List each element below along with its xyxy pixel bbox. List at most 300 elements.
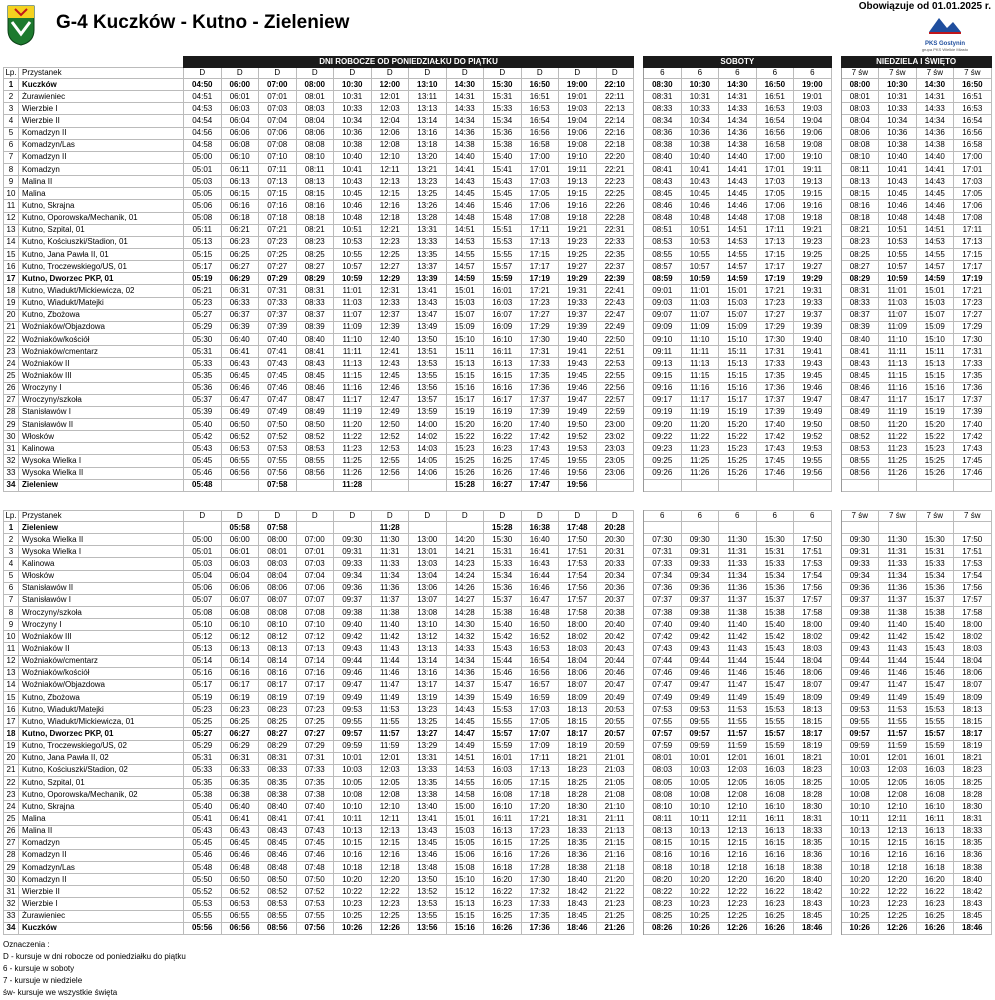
departure-time: 10:30 [879,79,917,91]
departure-time: 06:49 [221,406,259,418]
departure-time: 16:19 [484,406,522,418]
departure-time: 11:37 [879,594,917,606]
departure-time: 12:03 [719,764,757,776]
departure-time: 16:23 [484,443,522,455]
departure-time: 05:00 [184,151,222,163]
departure-time: 15:34 [484,570,522,582]
departure-time: 11:30 [371,534,409,546]
departure-time: 17:50 [794,534,832,546]
departure-time: 22:18 [596,139,634,151]
departure-time: 08:08 [296,139,334,151]
departure-time: 06:13 [221,643,259,655]
departure-time: 18:21 [954,752,992,764]
stop-name: Kalinowa [19,558,184,570]
departure-time: 21:13 [596,825,634,837]
departure-time: 09:09 [644,321,682,333]
departure-time: 12:18 [371,861,409,873]
departure-time: 16:03 [916,764,954,776]
departure-time: 14:51 [446,224,484,236]
departure-time: 17:25 [521,837,559,849]
departure-time: 21:20 [596,874,634,886]
departure-time: 08:15 [841,188,879,200]
table-row [4,716,992,728]
stop-number: 12 [4,655,19,667]
departure-time: 19:29 [794,273,832,285]
departure-time: 11:07 [681,309,719,321]
gap-cell [831,789,841,801]
departure-time: 14:57 [446,261,484,273]
departure-time: 19:50 [559,418,597,430]
departure-time: 16:10 [756,801,794,813]
stop-name: Kutno, Troczewskiego/US, 02 [19,740,184,752]
departure-time: 05:52 [184,886,222,898]
gap-cell [831,188,841,200]
departure-time: 16:20 [484,418,522,430]
departure-time: 22:39 [596,273,634,285]
departure-time: 15:00 [446,801,484,813]
gap-cell [831,91,841,103]
departure-time: 17:06 [521,200,559,212]
departure-time [794,522,832,534]
gap-cell [634,176,644,188]
logo-text: PKS Gostynin [924,41,965,47]
departure-time: 18:35 [559,837,597,849]
departure-time: 08:01 [259,546,297,558]
departure-time: 19:39 [794,321,832,333]
stop-number: 27 [4,837,19,849]
departure-time: 11:11 [334,346,372,358]
departure-time [446,522,484,534]
departure-time: 16:13 [756,825,794,837]
departure-time: 14:28 [446,606,484,618]
departure-time: 09:49 [841,691,879,703]
departure-time [916,479,954,491]
departure-time: 14:55 [446,776,484,788]
departure-time: 13:19 [409,691,447,703]
gap-cell [634,103,644,115]
departure-time: 19:37 [794,309,832,321]
stop-number: 9 [4,176,19,188]
departure-time: 17:29 [756,321,794,333]
table-row [4,910,992,922]
departure-time: 16:58 [756,139,794,151]
departure-time: 07:03 [259,103,297,115]
departure-time: 16:52 [521,631,559,643]
departure-time: 12:50 [371,418,409,430]
stop-name: Kutno, Skrajna [19,200,184,212]
departure-time: 04:58 [184,139,222,151]
departure-time: 10:26 [334,922,372,934]
departure-time: 20:37 [596,594,634,606]
departure-time: 05:35 [184,776,222,788]
departure-time: 14:20 [446,534,484,546]
departure-time: 20:55 [596,716,634,728]
departure-time: 08:10 [644,801,682,813]
departure-time: 17:15 [521,248,559,260]
departure-time: 11:53 [719,704,757,716]
departure-time: 18:02 [559,631,597,643]
departure-time [681,522,719,534]
departure-time: 07:03 [296,558,334,570]
departure-time: 08:50 [296,418,334,430]
departure-time: 11:55 [371,716,409,728]
departure-time: 15:16 [446,922,484,934]
departure-time: 17:58 [954,606,992,618]
departure-time: 23:03 [596,443,634,455]
departure-time: 08:00 [841,79,879,91]
departure-time: 05:33 [184,764,222,776]
departure-time: 13:25 [409,716,447,728]
departure-time: 05:01 [184,546,222,558]
stop-number: 24 [4,358,19,370]
departure-time: 10:03 [841,764,879,776]
departure-time: 11:13 [334,358,372,370]
departure-time: 18:46 [559,922,597,934]
departure-time: 16:25 [916,910,954,922]
departure-time: 11:20 [879,418,917,430]
departure-time: 11:40 [719,619,757,631]
stop-name: Komadzyn II [19,874,184,886]
departure-time: 12:55 [371,455,409,467]
departure-time: 07:43 [644,643,682,655]
departure-time: 12:22 [371,886,409,898]
departure-time: 05:19 [184,273,222,285]
departure-time: 06:03 [221,103,259,115]
stop-name: Wierzbie I [19,898,184,910]
table-row [4,594,992,606]
departure-time: 09:49 [334,691,372,703]
departure-time: 08:29 [259,740,297,752]
departure-time: 11:43 [371,643,409,655]
departure-time [596,479,634,491]
departure-time: 09:16 [644,382,682,394]
departure-time: 18:04 [794,655,832,667]
departure-time: 11:19 [879,406,917,418]
stop-number: 25 [4,813,19,825]
departure-time: 15:57 [484,261,522,273]
departure-time: 09:34 [841,570,879,582]
departure-time: 22:49 [596,321,634,333]
departure-time: 09:33 [681,558,719,570]
departure-time: 17:43 [521,443,559,455]
departure-time: 10:01 [681,752,719,764]
departure-time: 08:40 [841,333,879,345]
departure-time: 17:35 [954,370,992,382]
departure-time: 07:16 [259,200,297,212]
day-code: D [409,511,447,522]
departure-time: 06:29 [221,273,259,285]
departure-time: 05:29 [184,740,222,752]
gap-cell [831,467,841,479]
page-title: G-4 Kuczków - Kutno - Zieleniew [56,12,350,33]
departure-time: 14:59 [719,273,757,285]
departure-time: 17:36 [954,382,992,394]
departure-time: 13:08 [409,606,447,618]
departure-time: 10:34 [681,115,719,127]
departure-time: 18:33 [794,825,832,837]
departure-time: 07:55 [296,910,334,922]
departure-time: 14:33 [446,103,484,115]
stop-name: Kuczków [19,79,184,91]
day-code: 7 św [879,68,917,79]
departure-time: 08:52 [841,431,879,443]
departure-time: 10:38 [681,139,719,151]
departure-time: 08:49 [841,406,879,418]
departure-time: 12:05 [879,776,917,788]
departure-time: 07:10 [259,151,297,163]
departure-time: 10:15 [681,837,719,849]
departure-time: 17:37 [954,394,992,406]
departure-time: 11:10 [334,333,372,345]
departure-time: 16:40 [521,534,559,546]
stop-number: 20 [4,309,19,321]
gap-cell [634,358,644,370]
departure-time: 16:07 [484,309,522,321]
departure-time: 18:28 [559,789,597,801]
departure-time: 10:51 [879,224,917,236]
gap-cell [831,406,841,418]
departure-time: 10:15 [334,837,372,849]
departure-time: 15:09 [446,321,484,333]
departure-time: 14:53 [446,764,484,776]
bus-logo-icon [925,14,965,36]
departure-time: 15:17 [916,394,954,406]
departure-time: 19:27 [794,261,832,273]
table-row [4,443,992,455]
departure-time: 12:52 [371,431,409,443]
stop-number: 3 [4,103,19,115]
stop-name: Komadzyn II [19,849,184,861]
departure-time: 17:19 [954,273,992,285]
departure-time: 07:33 [644,558,682,570]
departure-time: 13:55 [409,910,447,922]
page-header [0,0,995,52]
departure-time: 12:23 [879,898,917,910]
departure-time: 07:25 [259,248,297,260]
departure-time: 05:04 [184,570,222,582]
departure-time: 10:53 [879,236,917,248]
departure-time: 11:49 [879,691,917,703]
departure-time: 11:03 [681,297,719,309]
day-code: D [259,68,297,79]
departure-time: 08:31 [296,285,334,297]
stop-number: 22 [4,333,19,345]
departure-time: 17:53 [559,558,597,570]
gap-cell [831,394,841,406]
departure-time: 11:33 [371,558,409,570]
stop-number: 12 [4,212,19,224]
gap-cell [634,849,644,861]
departure-time: 14:43 [446,176,484,188]
departure-time: 15:23 [916,443,954,455]
table-row [4,370,992,382]
departure-time: 08:11 [644,813,682,825]
departure-time: 11:44 [719,655,757,667]
departure-time: 17:47 [521,479,559,491]
table-row [4,776,992,788]
stop-number: 7 [4,594,19,606]
departure-time: 12:29 [371,273,409,285]
departure-time: 09:37 [334,594,372,606]
departure-time: 17:06 [756,200,794,212]
departure-time: 05:11 [184,224,222,236]
departure-time: 14:55 [446,248,484,260]
day-code: 7 św [841,68,879,79]
departure-time: 19:08 [794,139,832,151]
departure-time: 05:14 [184,655,222,667]
gap-cell [831,236,841,248]
departure-time: 15:40 [756,619,794,631]
lp-header: Lp. [5,68,17,77]
departure-time: 08:13 [296,176,334,188]
departure-time: 06:16 [221,200,259,212]
table-row [4,522,992,534]
departure-time: 12:40 [371,333,409,345]
departure-time: 12:11 [879,813,917,825]
departure-time: 08:33 [259,764,297,776]
departure-time: 08:17 [259,679,297,691]
departure-time: 06:40 [221,333,259,345]
departure-time: 19:45 [794,370,832,382]
departure-time: 08:16 [296,200,334,212]
departure-time: 16:26 [916,922,954,934]
stop-name: Kutno, Wiadukt/Matejki [19,704,184,716]
departure-time: 09:53 [681,704,719,716]
departure-time: 14:03 [409,443,447,455]
stop-name: Wroczyny I [19,382,184,394]
gap-cell [634,837,644,849]
departure-time: 15:03 [719,297,757,309]
departure-time: 11:44 [371,655,409,667]
departure-time: 19:56 [559,479,597,491]
departure-time: 17:53 [954,558,992,570]
departure-time: 06:21 [221,224,259,236]
departure-time: 13:16 [409,667,447,679]
departure-time: 15:01 [446,813,484,825]
departure-time: 16:13 [484,825,522,837]
departure-time: 18:38 [954,861,992,873]
departure-time: 15:46 [484,667,522,679]
departure-time: 13:06 [409,582,447,594]
departure-time: 08:27 [841,261,879,273]
departure-time: 16:58 [954,139,992,151]
gap-cell [831,115,841,127]
departure-time: 11:59 [371,740,409,752]
departure-time: 19:01 [559,91,597,103]
departure-time: 07:37 [259,309,297,321]
day-code: D [484,68,522,79]
departure-time: 17:28 [521,861,559,873]
stop-number: 18 [4,285,19,297]
stop-name: Kutno, Kościuszki/Stadion, 01 [19,236,184,248]
table-row [4,127,992,139]
gap-cell [634,813,644,825]
gap-cell [831,874,841,886]
stop-name: Malina [19,188,184,200]
departure-time: 15:36 [756,582,794,594]
stop-name: Kutno, Jana Pawła II, 02 [19,752,184,764]
departure-time: 13:43 [409,297,447,309]
departure-time: 07:23 [259,236,297,248]
gap-cell [634,922,644,934]
departure-time: 15:34 [916,570,954,582]
departure-time: 11:34 [371,570,409,582]
departure-time: 16:26 [756,922,794,934]
departure-time: 18:23 [794,764,832,776]
departure-time: 11:28 [371,522,409,534]
departure-time: 08:47 [296,394,334,406]
departure-time: 08:03 [259,558,297,570]
stop-name: Woźniaków/cmentarz [19,655,184,667]
departure-time: 13:20 [409,151,447,163]
departure-time: 15:43 [484,643,522,655]
departure-time: 15:11 [916,346,954,358]
departure-time: 17:33 [756,358,794,370]
departure-time: 15:33 [756,558,794,570]
departure-time: 21:03 [596,764,634,776]
departure-time: 20:30 [596,534,634,546]
departure-time: 18:03 [794,643,832,655]
departure-time: 14:57 [916,261,954,273]
departure-time: 15:30 [756,534,794,546]
departure-time: 13:07 [409,594,447,606]
departure-time: 09:49 [681,691,719,703]
departure-time: 07:58 [259,522,297,534]
departure-time: 15:13 [446,898,484,910]
departure-time: 09:22 [644,431,682,443]
gap-cell [634,886,644,898]
stop-name: Wroczyny/szkoła [19,394,184,406]
departure-time: 17:08 [756,212,794,224]
gap-cell [634,582,644,594]
departure-time: 18:15 [794,716,832,728]
departure-time: 15:10 [446,333,484,345]
departure-time: 16:56 [521,667,559,679]
gap-cell [634,789,644,801]
departure-time: 14:33 [719,103,757,115]
departure-time: 12:23 [371,898,409,910]
departure-time: 14:48 [446,212,484,224]
departure-time: 18:23 [559,764,597,776]
gap-cell [831,679,841,691]
departure-time: 13:56 [409,922,447,934]
departure-time: 12:47 [371,394,409,406]
departure-time: 17:19 [756,273,794,285]
departure-time: 08:55 [296,455,334,467]
stop-name: Kalinowa [19,443,184,455]
departure-time: 08:15 [644,837,682,849]
stop-number: 8 [4,606,19,618]
departure-time: 17:40 [756,418,794,430]
departure-time: 19:45 [559,370,597,382]
gap-cell [634,248,644,260]
gap-cell [831,68,841,79]
departure-time: 06:55 [221,455,259,467]
departure-time: 10:43 [879,176,917,188]
stop-name: Zieleniew [19,479,184,491]
table-row [4,679,992,691]
departure-time: 09:13 [644,358,682,370]
departure-time: 12:46 [371,382,409,394]
departure-time: 20:46 [596,667,634,679]
departure-time: 22:16 [596,127,634,139]
departure-time: 05:40 [184,801,222,813]
departure-time: 08:16 [259,667,297,679]
departure-time: 10:45 [879,188,917,200]
departure-time: 16:23 [916,898,954,910]
departure-time: 11:10 [681,333,719,345]
departure-time: 15:49 [916,691,954,703]
